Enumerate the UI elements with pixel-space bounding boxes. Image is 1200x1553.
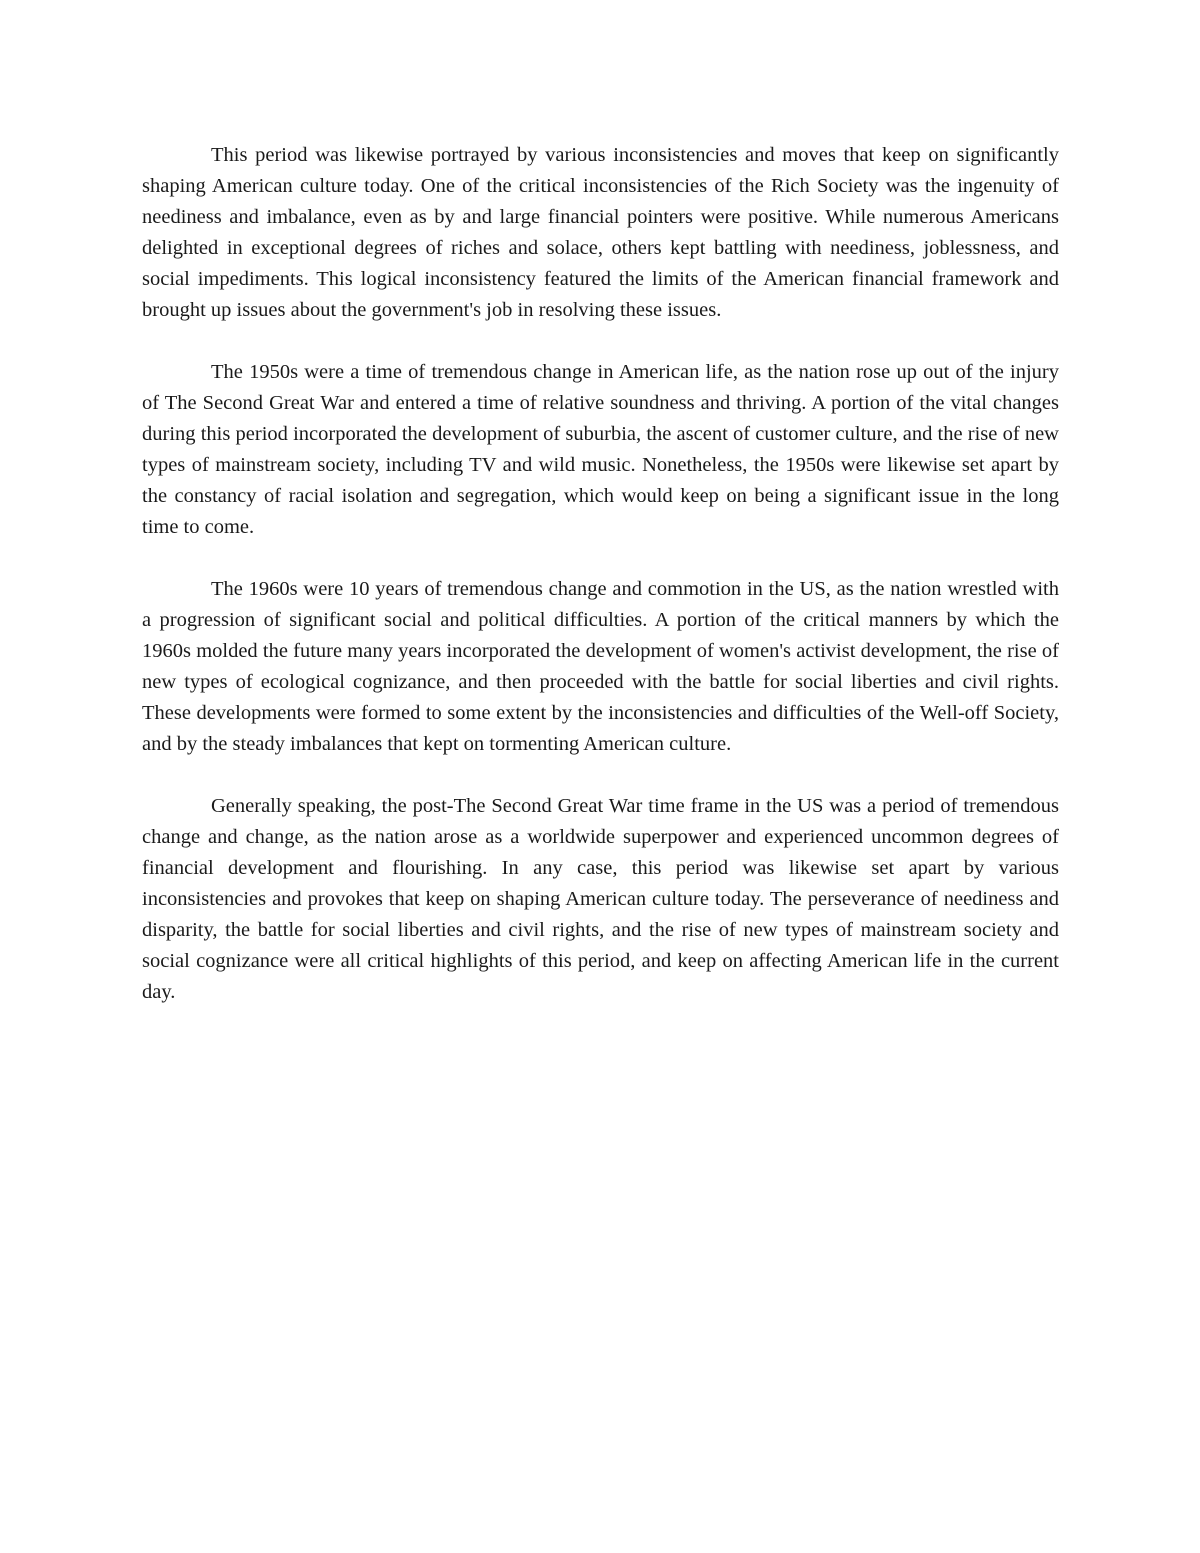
- paragraph-2: The 1950s were a time of tremendous change in American life, as the nation rose up out of the injury of The Second Great War and entered a time of relative soundness and thriving. A portion of the vital changes during this period incorporated the development of suburbia, the ascent of customer culture, and the rise of new types of mainstream society, including TV and wild music. Nonetheless, the 1950s were likewise set apart by the constancy of racial isolation and segregation, which would keep on being a significant issue in the long time to come.: [142, 361, 1059, 538]
- paragraph-3: The 1960s were 10 years of tremendous change and commotion in the US, as the nation wrestled with a progression of significant social and political difficulties. A portion of the critical manners by which the 1960s molded the future many years incorporated the development of women's activist development, the rise of new types of ecological cognizance, and then proceeded with the battle for social liberties and civil rights. These developments were formed to some extent by the inconsistencies and difficulties of the Well-off Society, and by the steady imbalances that kept on tormenting American culture.: [142, 578, 1059, 755]
- paragraph-1: This period was likewise portrayed by various inconsistencies and moves that keep on significantly shaping American culture today. One of the critical inconsistencies of the Rich Society was the ingenuity of neediness and imbalance, even as by and large financial pointers were positive. While numerous Americans delighted in exceptional degrees of riches and solace, others kept battling with neediness, joblessness, and social impediments. This logical inconsistency featured the limits of the American financial framework and brought up issues about the government's job in resolving these issues.: [142, 144, 1059, 321]
- document-body: [142, 140, 1059, 1039]
- paragraph-4: Generally speaking, the post-The Second Great War time frame in the US was a period of tremendous change and change, as the nation arose as a worldwide superpower and experienced uncommon degrees of financial development and flourishing. In any case, this period was likewise set apart by various inconsistencies and provokes that keep on shaping American culture today. The perseverance of neediness and disparity, the battle for social liberties and civil rights, and the rise of new types of mainstream society and social cognizance were all critical highlights of this period, and keep on affecting American life in the current day.: [142, 795, 1059, 1003]
